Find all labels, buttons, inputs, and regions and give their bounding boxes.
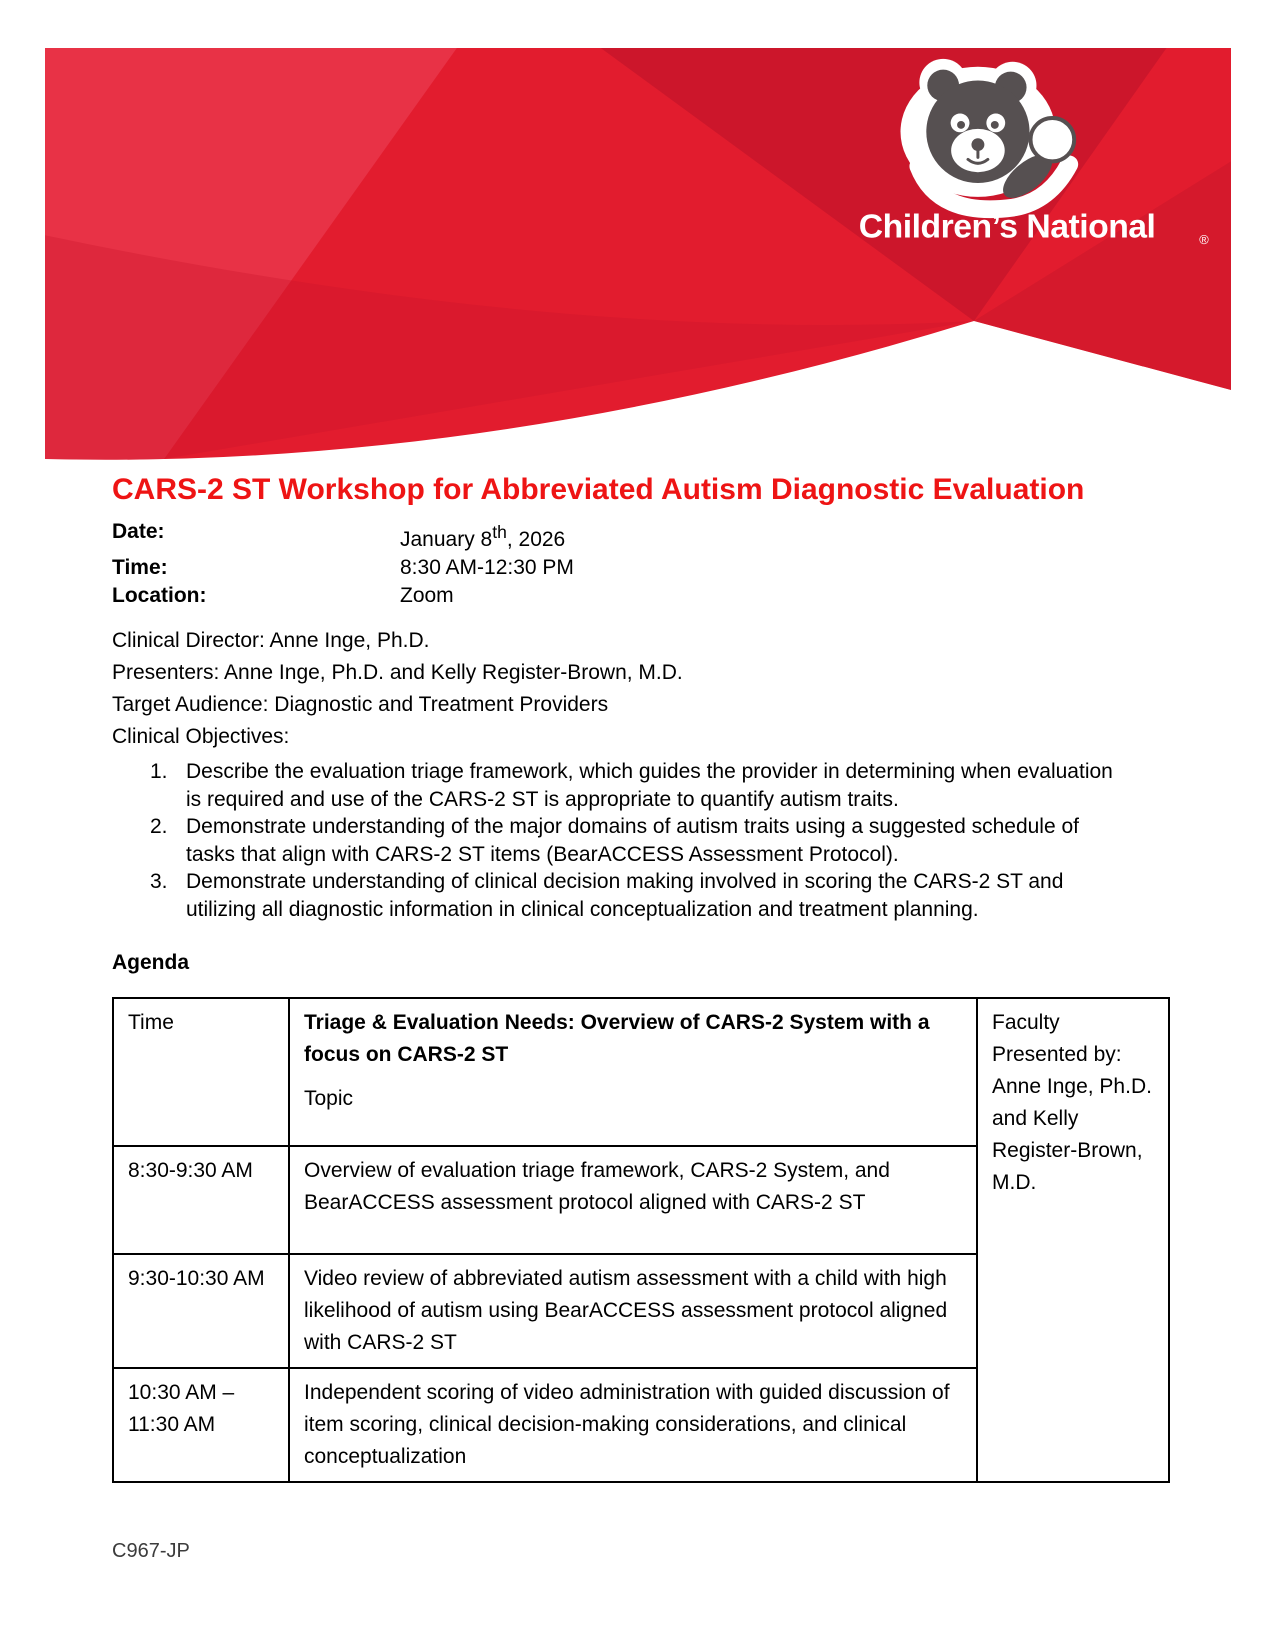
objective-item [150, 868, 1124, 923]
time-header-cell: Time [113, 998, 289, 1146]
time-row [112, 554, 1168, 582]
objective-number: 3. [150, 870, 168, 893]
objective-number: 1. [150, 760, 168, 783]
objective-item [150, 813, 1124, 868]
presenters-line: Presenters: Anne Inge, Ph.D. and Kelly Register-Brown, M.D. [112, 661, 683, 684]
topic-cell: Independent scoring of video administration with guided discussion of item scoring, clinical decision-making considerations, and clinical conceptualization [289, 1368, 977, 1482]
banner-art [45, 48, 1231, 462]
date-value [400, 518, 565, 554]
location-value: Zoom [400, 584, 454, 607]
clinical-director-line: Clinical Director: Anne Inge, Ph.D. [112, 629, 430, 652]
objective-text: Describe the evaluation triage framework, which guides the provider in determining when evaluation is required and use of the CARS-2 ST is appropriate to quantify autism traits. [186, 760, 1113, 811]
agenda-heading: Agenda [112, 951, 190, 974]
topic-label: Topic [304, 1087, 354, 1110]
date-label: Date: [112, 520, 165, 543]
date-value-main: January 8 [400, 528, 493, 551]
event-info [112, 628, 1168, 750]
page-title: CARS-2 ST Workshop for Abbreviated Autism Diagnostic Evaluation [112, 473, 1085, 506]
location-row [112, 582, 1168, 610]
time-cell: 8:30-9:30 AM [113, 1146, 289, 1254]
faculty-names: Presented by: Anne Inge, Ph.D. and Kelly Register-Brown, M.D. [992, 1043, 1152, 1194]
date-ordinal: th [492, 522, 507, 542]
date-row [112, 518, 1168, 554]
brand-wordmark: Children’s National [858, 208, 1156, 246]
faculty-title: Faculty [992, 1011, 1060, 1034]
time-cell: 10:30 AM – 11:30 AM [113, 1368, 289, 1482]
objective-text: Demonstrate understanding of clinical decision making involved in scoring the CARS-2 ST and utilizing all diagnostic information in clinical conceptualization and treatment planning. [186, 870, 1064, 921]
document-code: C967-JP [112, 1540, 190, 1562]
objectives-label: Clinical Objectives: [112, 725, 290, 748]
topic-header-cell [289, 998, 977, 1146]
event-details [112, 518, 1168, 610]
time-value: 8:30 AM-12:30 PM [400, 556, 574, 579]
date-value-year: , 2026 [506, 528, 566, 551]
objective-item [150, 758, 1124, 813]
location-label: Location: [112, 584, 207, 607]
time-cell: 9:30-10:30 AM [113, 1254, 289, 1368]
session-title: Triage & Evaluation Needs: Overview of CARS-2 System with a focus on CARS-2 ST [304, 1011, 930, 1066]
topic-cell: Overview of evaluation triage framework, CARS-2 System, and BearACCESS assessment protocol aligned with CARS-2 ST [289, 1146, 977, 1254]
agenda-header-row [113, 998, 1169, 1146]
header-banner [45, 48, 1231, 462]
document-body [112, 462, 1168, 1483]
agenda-table [112, 997, 1170, 1483]
target-audience-line: Target Audience: Diagnostic and Treatment Providers [112, 693, 609, 716]
banner-facets [45, 48, 1231, 462]
objective-text: Demonstrate understanding of the major domains of autism traits using a suggested schedule of tasks that align with CARS-2 ST items (BearACCESS Assessment Protocol). [186, 815, 1080, 866]
registered-mark: ® [1199, 232, 1209, 248]
topic-cell: Video review of abbreviated autism assessment with a child with high likelihood of autism using BearACCESS assessment protocol aligned with CARS-2 ST [289, 1254, 977, 1368]
time-label: Time: [112, 556, 168, 579]
objectives-list [112, 756, 1168, 923]
faculty-cell [977, 998, 1169, 1482]
objective-number: 2. [150, 815, 168, 838]
